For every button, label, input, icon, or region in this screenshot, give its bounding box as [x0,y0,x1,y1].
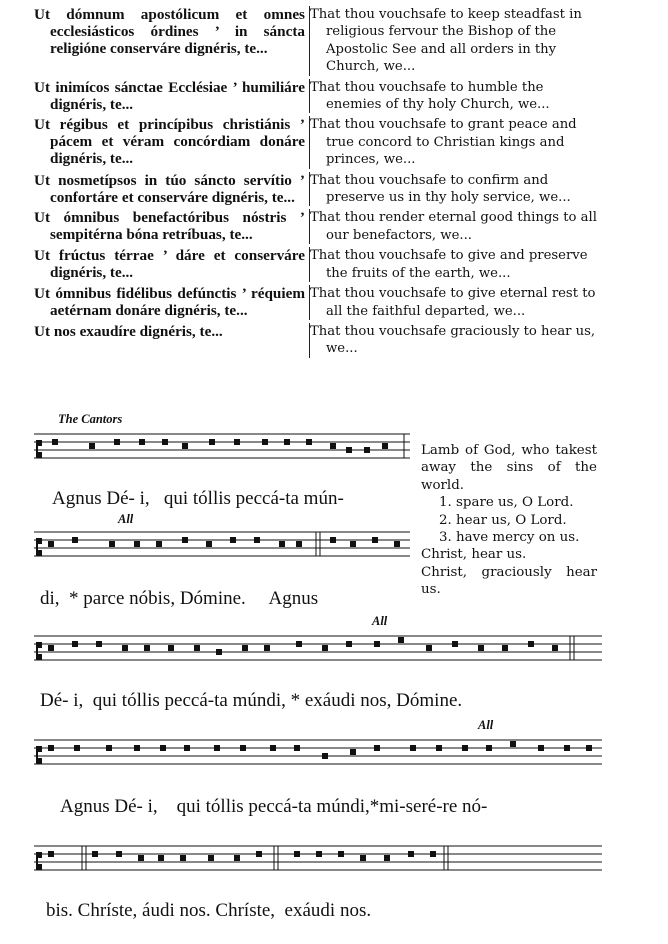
litany-row [34,320,600,358]
litany-table [34,6,600,358]
latin-petition: Ut inimícos sánctae Ecclésiae ’ humiliáre dignéris, te... [34,79,310,114]
english-petition: That thou vouchsafe to give and preserve the fruits of the earth, we... [309,248,588,281]
chant-staff-2 [34,526,410,570]
chant-staff-5 [34,840,602,884]
translation-item: 2. hear us, O Lord. [439,512,567,528]
english-petition: That thou vouchsafe to humble the enemies of thy holy Church, we... [309,79,550,113]
latin-petition: Ut dómnum apostólicum et omnes ecclesiásticos órdines ’ in sáncta religióne conserváre dignéris, te... [34,6,310,76]
english-petition: That thou vouchsafe to confirm and preserve us in thy holy service, we... [309,172,571,206]
latin-petition: Ut nos exaudíre dignéris, te... [34,323,310,358]
rubric-all-3: All [478,718,494,732]
litany-row [34,76,600,114]
latin-petition: Ut ómnibus benefactóribus nóstris ’ sempitérna bóna retríbuas, te... [34,209,310,244]
chant-staff-3 [34,630,602,674]
litany-row [34,282,600,320]
rubric-all-1: All [118,512,134,526]
litany-row [34,6,600,76]
latin-petition: Ut frúctus térrae ’ dáre et conserváre dignéris, te... [34,247,310,282]
english-petition: That thou vouchsafe to give eternal rest to all the faithful departed, we... [309,286,596,319]
english-petition: That thou vouchsafe graciously to hear us, we... [309,323,596,357]
chant-lyrics-5: bis. Chríste, áudi nos. Chríste, exáudi nos. [46,900,372,921]
english-petition: That thou vouchsafe to keep steadfast in religious fervour the Bishop of the Apostolic See and all orders in thy Church, we... [309,7,582,75]
chant-staff-4 [34,734,602,778]
english-petition: That thou render eternal good things to all our benefactors, we... [309,210,597,243]
translation-line: Christ, graciously hear us. [421,564,597,598]
translation-line: Christ, hear us. [421,547,527,563]
chant-translation [421,442,597,599]
litany-row [34,169,600,207]
rubric-cantors: The Cantors [58,412,123,426]
chant-lyrics-4: Agnus Dé- i, qui tóllis peccá-ta múndi,*mi-seré-re nó- [60,796,488,817]
litany-row [34,206,600,244]
english-petition: That thou vouchsafe to grant peace and true concord to Christian kings and princes, we... [309,117,577,168]
translation-item: 3. have mercy on us. [439,530,580,546]
litany-row [34,113,600,168]
chant-staff-1 [34,428,410,472]
latin-petition: Ut ómnibus fidélibus defúnctis ’ réquiem aetérnam donáre dignéris, te... [34,285,310,320]
chant-lyrics-1: Agnus Dé- i, qui tóllis peccá-ta mún- [52,488,344,509]
latin-petition: Ut régibus et princípibus christiánis ’ pácem et véram concórdiam donáre dignéris, te... [34,116,310,168]
latin-petition: Ut nosmetípsos in túo sáncto servítio ’ confortáre et conserváre dignéris, te... [34,172,310,207]
translation-line: Lamb of God, who takest away the sins of the world. [421,443,597,493]
chant-lyrics-3: Dé- i, qui tóllis peccá-ta múndi, * exáudi nos, Dómine. [40,690,463,711]
chant-lyrics-2: di, * parce nóbis, Dómine. Agnus [40,588,319,609]
translation-item: 1. spare us, O Lord. [439,495,574,511]
rubric-all-2: All [372,614,388,628]
litany-row [34,244,600,282]
